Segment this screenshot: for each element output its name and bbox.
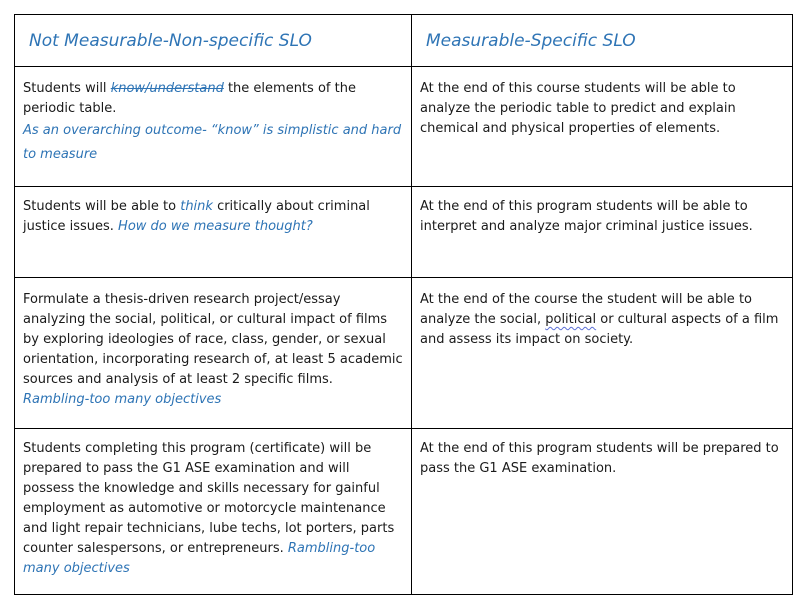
specific-slo-cell [412, 278, 793, 429]
critique-note: How do we measure thought? [118, 219, 313, 234]
non-specific-slo-cell [15, 187, 412, 278]
header-row [15, 15, 793, 67]
specific-slo-cell: At the end of this course students will be able to analyze the periodic table to predict and explain chemical and physical properties of elements. [412, 67, 793, 187]
struck-verb: know/understand [110, 81, 224, 96]
header-measurable: Measurable-Specific SLO [412, 15, 793, 67]
critique-note: As an overarching outcome- “know” is simplistic and hard to measure [23, 123, 402, 162]
slo-comparison-table [14, 14, 793, 595]
header-not-measurable: Not Measurable-Non-specific SLO [15, 15, 412, 67]
table-row [15, 67, 793, 187]
slo-text: Formulate a thesis-driven research project/essay analyzing the social, political, or cultural impact of films by exploring ideologies of race, class, gender, or sexual orientation, incorporating research of, at least 5 academic sources and analysis of at least 2 specific films. [23, 292, 403, 387]
non-specific-slo-cell [15, 278, 412, 429]
slo-text: Students will [23, 81, 111, 96]
emphasized-verb: think [180, 199, 213, 214]
specific-slo-cell: At the end of this program students will be able to interpret and analyze major criminal justice issues. [412, 187, 793, 278]
critique-note: Rambling-too many objectives [23, 541, 376, 576]
slo-text: At the end of the course the student will be able to analyze the social, [420, 292, 752, 327]
slo-text: critically about criminal justice issues. [23, 199, 370, 234]
slo-text: Students completing this program (certificate) will be prepared to pass the G1 ASE examination and will possess the knowledge and skills necessary for gainful employment as automotive or motorcycle maintenance and light repair technicians, lube techs, lot porters, parts counter salespersons, or entrepreneurs. [23, 441, 395, 556]
table-row [15, 278, 793, 429]
slo-text: the elements of the periodic table. [23, 81, 356, 116]
slo-text: Students will be able to [23, 199, 181, 214]
table-row [15, 187, 793, 278]
table-row [15, 429, 793, 595]
slo-text: or cultural aspects of a film and assess its impact on society. [420, 312, 779, 347]
critique-note: Rambling-too many objectives [23, 392, 222, 407]
non-specific-slo-cell [15, 429, 412, 595]
specific-slo-cell: At the end of this program students will be prepared to pass the G1 ASE examination. [412, 429, 793, 595]
spellcheck-underlined-word: political [545, 312, 597, 327]
non-specific-slo-cell [15, 67, 412, 187]
